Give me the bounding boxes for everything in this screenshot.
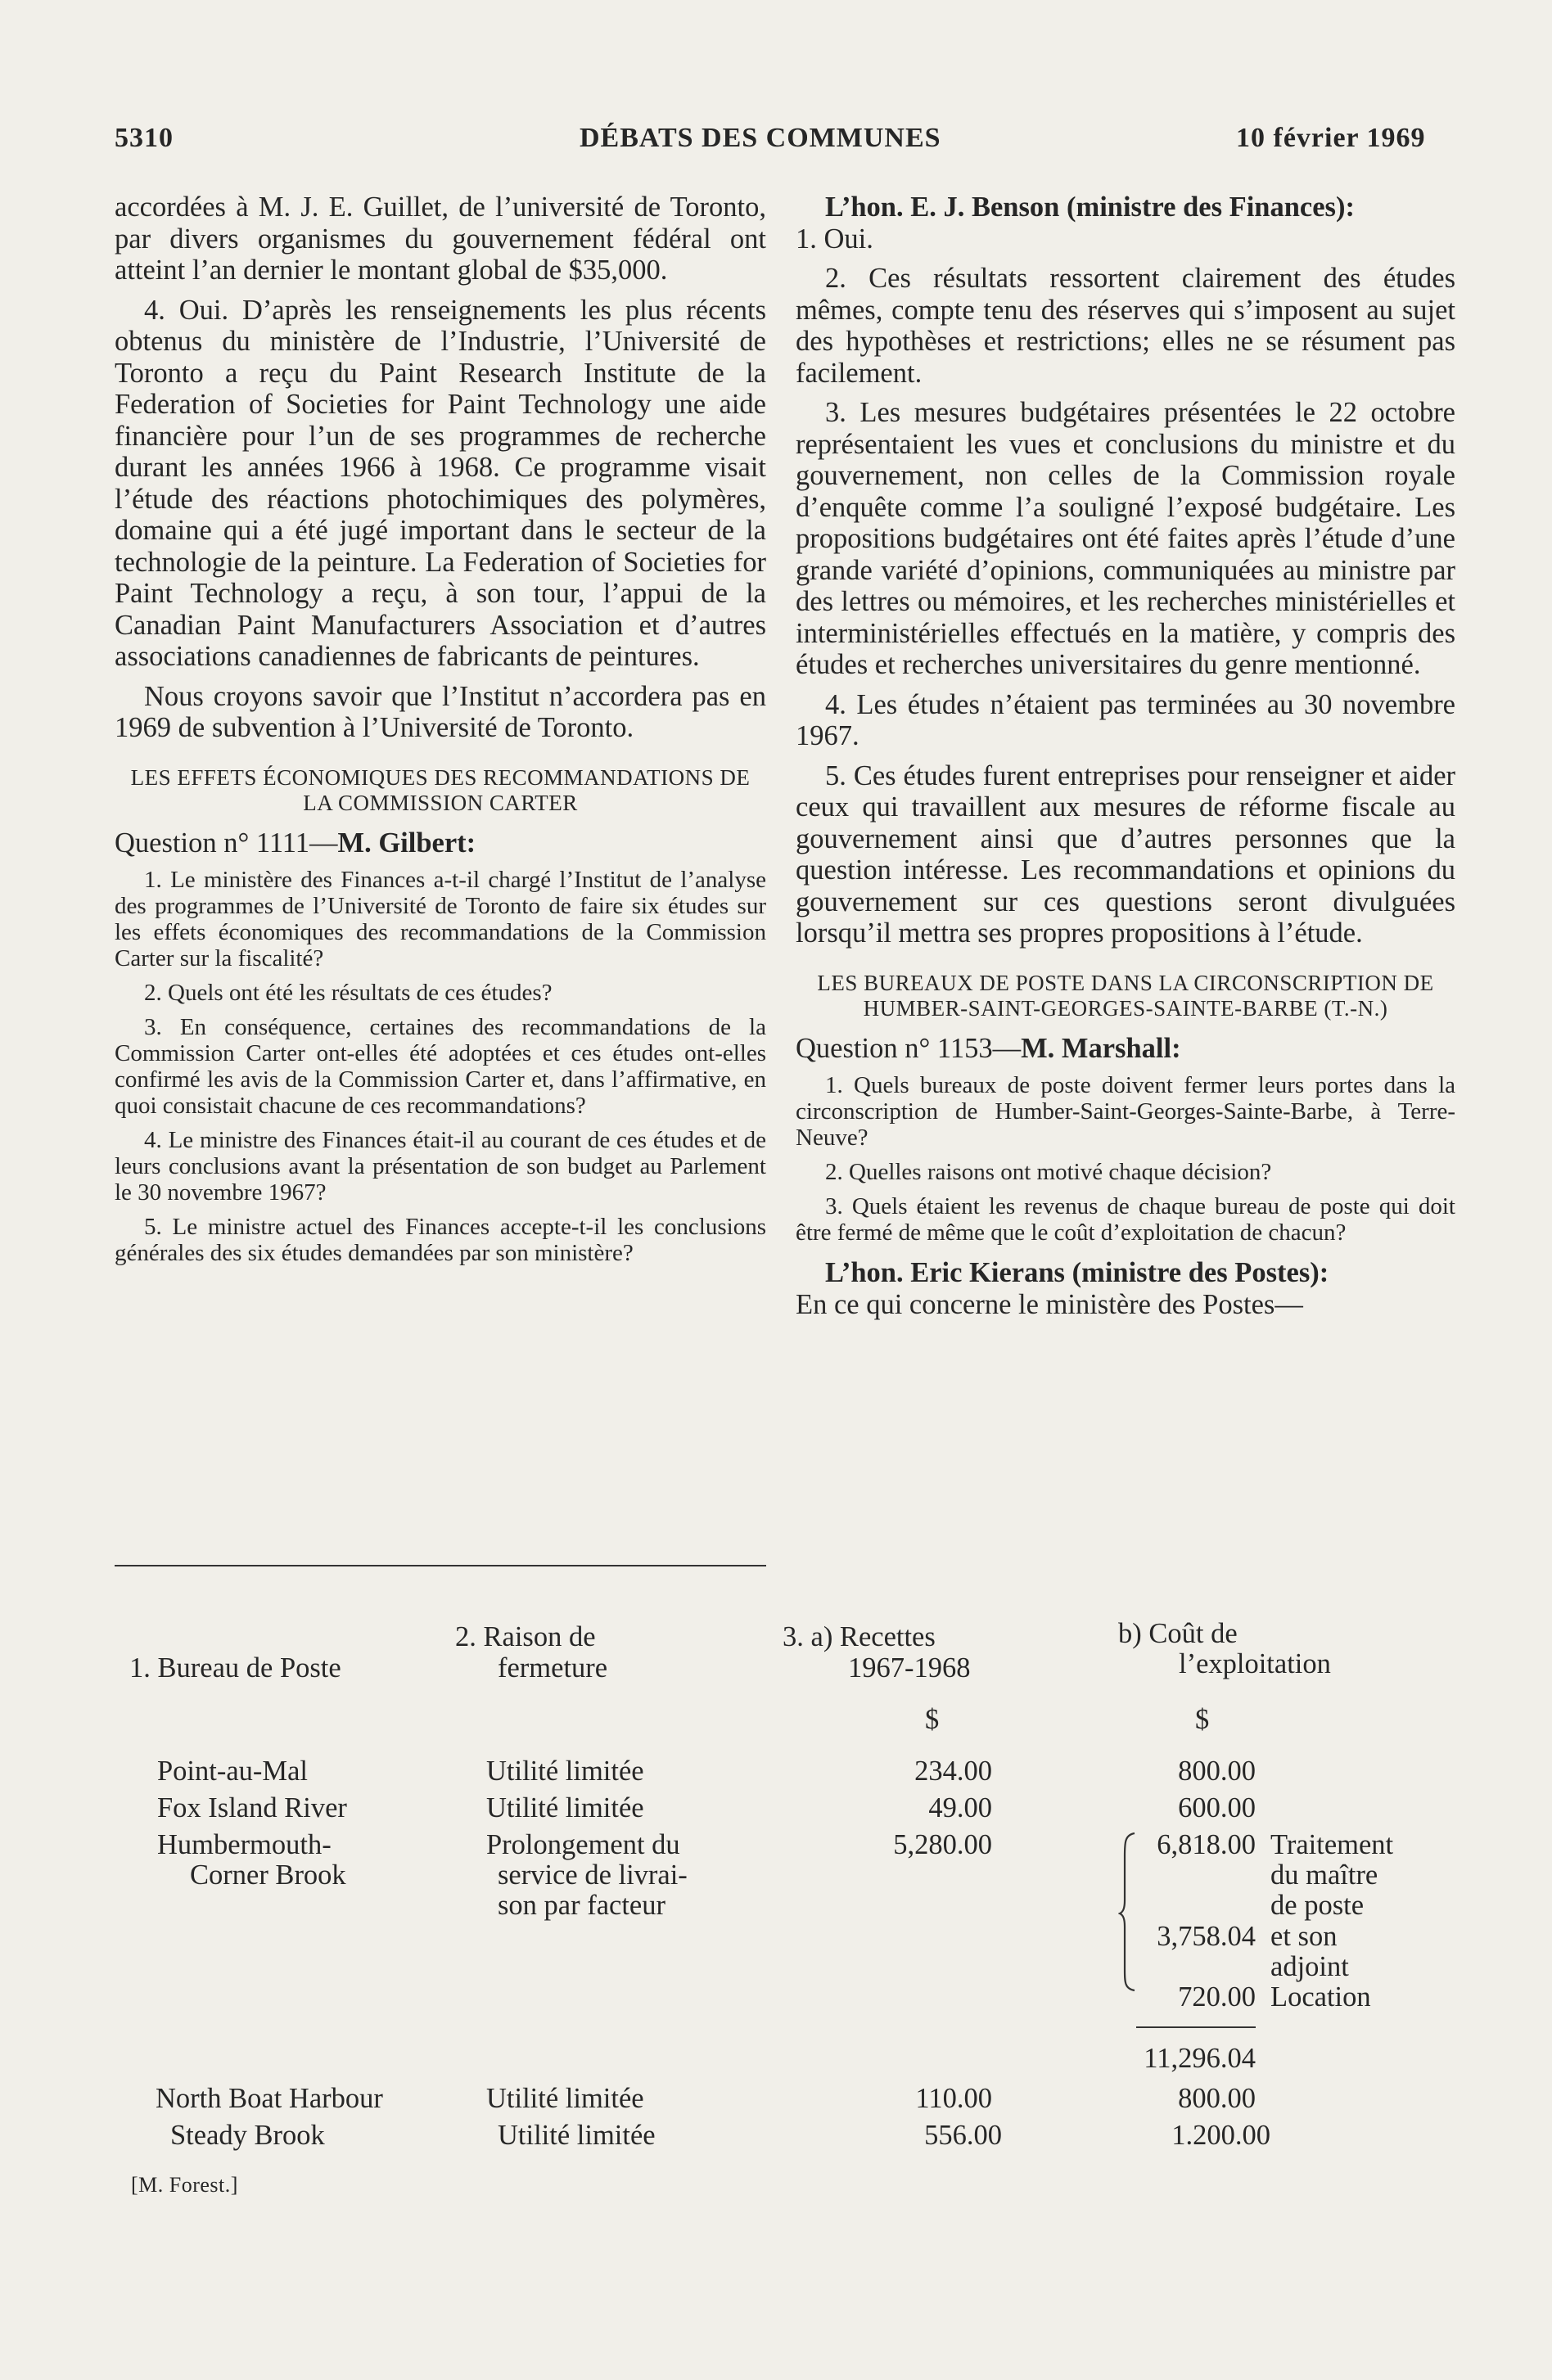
paragraph: 2. Ces résultats ressortent clairement des études mêmes, compte tenu des réserves qui s’imposent au sujet des hypothèses et restrictions; elles ne se résument pas facilement.: [796, 263, 1455, 389]
col-header-reason-2: fermeture: [498, 1652, 608, 1684]
currency-symbol: $: [925, 1704, 940, 1735]
col-header-revenue-2: 1967-1968: [848, 1652, 971, 1684]
closure-reason: Utilité limitée: [498, 2120, 656, 2151]
paragraph: 4. Les études n’étaient pas terminées au 30 novembre 1967.: [796, 688, 1455, 751]
cost-note: Location: [1270, 1981, 1371, 2013]
paragraph: 1. Oui.: [796, 223, 873, 255]
closure-reason: Utilité limitée: [486, 1756, 644, 1787]
col-header-office: 1. Bureau de Poste: [129, 1652, 341, 1684]
closure-reason: Utilité limitée: [486, 2083, 644, 2114]
col-header-reason-1: 2. Raison de: [455, 1621, 596, 1652]
col-header-revenue-1: 3. a) Recettes: [783, 1621, 936, 1652]
cost-note: adjoint: [1270, 1951, 1349, 1982]
col-header-cost-1: b) Coût de: [1118, 1618, 1238, 1649]
paragraph: 4. Oui. D’après les renseignements les plus récents obtenus du ministère de l’Industrie, l’Université de Toronto a reçu du Paint Research Institute de la Federation of Societies for Paint Technology une aide financière pour l’un de ses programmes de recherche durant les années 1966 à 1968. Ce programme visait l’étude des réactions photochimiques des polymères, domaine qui a été jugé important dans le secteur de la technologie de la peinture. La Federation of Societies for Paint Technology a reçu, à son tour, l’appui de la Canadian Paint Manufacturers Association et d’autres associations canadiennes de fabricants de peintures.: [115, 294, 766, 672]
cost-value: 3,758.04: [1157, 1921, 1256, 1952]
currency-symbol: $: [1195, 1704, 1210, 1735]
publication-title: DÉBATS DES COMMUNES: [580, 123, 941, 153]
office-name: Steady Brook: [170, 2120, 325, 2151]
office-name: Humbermouth-: [157, 1829, 332, 1860]
question-item: 1. Quels bureaux de poste doivent fermer leurs portes dans la circonscription de Humber-Saint-Georges-Sainte-Barbe, à Terre-Neuve?: [796, 1072, 1455, 1151]
paragraph: Nous croyons savoir que l’Institut n’accordera pas en 1969 de subvention à l’Université de Toronto.: [115, 680, 766, 743]
paragraph: 3. Les mesures budgétaires présentées le 22 octobre représentaient les vues et conclusions du ministre et du gouvernement, non celles de la Commission royale d’enquête comme l’a souligné l’exposé budgétaire. Les propositions budgétaires ont été faites après l’étude d’une grande variété d’opinions, communiquées au ministre par des lettres ou mémoires, et les recherches ministérielles et interministérielles effectués en la matière, y compris des études et recherches universitaires du genre mentionné.: [796, 397, 1455, 680]
closure-reason: Prolongement du: [486, 1829, 680, 1860]
cost-note: de poste: [1270, 1890, 1365, 1921]
speaker-line: L’hon. Eric Kierans (ministre des Postes):: [825, 1257, 1329, 1288]
question-item: 1. Le ministère des Finances a-t-il chargé l’Institut de l’analyse des programmes de l’Université de Toronto de faire six études sur les effets économiques des recommandations de la Commission Carter sur la fiscalité?: [115, 867, 766, 971]
question-heading: Question n° 1153—M. Marshall:: [796, 1032, 1181, 1064]
cost-note: et son: [1270, 1921, 1338, 1952]
revenue-value: 110.00: [915, 2083, 992, 2114]
paragraph: accordées à M. J. E. Guillet, de l’université de Toronto, par divers organismes du gouvernement fédéral ont atteint l’an dernier le montant global de $35,000.: [115, 192, 766, 286]
closure-reason: Utilité limitée: [486, 1792, 644, 1823]
revenue-value: 234.00: [914, 1756, 992, 1787]
question-item: 5. Le ministre actuel des Finances accepte-t-il les conclusions générales des six études demandées par son ministère?: [115, 1214, 766, 1266]
revenue-value: 49.00: [928, 1792, 992, 1823]
question-item: 3. En conséquence, certaines des recommandations de la Commission Carter ont-elles été adoptées et ces études ont-elles confirmé les avis de la Commission Carter et, dans l’affirmative, en quoi consistait chacune de ces recommandations?: [115, 1014, 766, 1119]
office-name: Point-au-Mal: [157, 1756, 308, 1787]
closure-reason-cont: service de livrai-: [498, 1859, 688, 1891]
cost-value: 800.00: [1178, 1756, 1256, 1787]
page-date: 10 février 1969: [1236, 123, 1426, 153]
question-item: 2. Quelles raisons ont motivé chaque décision?: [825, 1159, 1272, 1185]
question-item: 2. Quels ont été les résultats de ces études?: [144, 980, 553, 1006]
speaker-attribution: [M. Forest.]: [131, 2173, 238, 2197]
revenue-value: 5,280.00: [893, 1829, 992, 1860]
col-header-cost-2: l’exploitation: [1179, 1648, 1331, 1679]
office-name: North Boat Harbour: [156, 2083, 383, 2114]
question-heading: Question n° 1111—M. Gilbert:: [115, 827, 476, 859]
cost-value: 720.00: [1178, 1981, 1256, 2013]
closure-reason-cont: son par facteur: [498, 1890, 665, 1921]
cost-total: 11,296.04: [1144, 2043, 1256, 2074]
paragraph: 5. Ces études furent entreprises pour renseigner et aider ceux qui travaillent aux mesures de réforme fiscale au gouvernement ainsi que d’autres personnes que la question intéresse. Les recommandations et opinions du gouvernement sur ces questions seront divulguées lorsqu’il mettra ses propres propositions à l’étude.: [796, 760, 1455, 949]
question-item: 3. Quels étaient les revenus de chaque bureau de poste qui doit être fermé de même que le coût d’exploitation de chacun?: [796, 1193, 1455, 1246]
question-item: 4. Le ministre des Finances était-il au courant de ces études et de leurs conclusions avant la présentation de son budget au Parlement le 30 novembre 1967?: [115, 1127, 766, 1206]
revenue-value: 556.00: [924, 2120, 1002, 2151]
subtotal-rule: [1136, 2026, 1256, 2028]
cost-value: 600.00: [1178, 1792, 1256, 1823]
cost-note: du maître: [1270, 1859, 1378, 1891]
cost-value: 1.200.00: [1171, 2120, 1270, 2151]
office-name-cont: Corner Brook: [190, 1859, 346, 1891]
office-name: Fox Island River: [157, 1792, 347, 1823]
cost-note: Traitement: [1270, 1829, 1394, 1860]
brace-icon: [1118, 1832, 1138, 1992]
page-number: 5310: [115, 123, 174, 153]
section-heading: LES EFFETS ÉCONOMIQUES DES RECOMMANDATIONS DE LA COMMISSION CARTER: [130, 764, 751, 815]
paragraph: En ce qui concerne le ministère des Postes—: [796, 1288, 1303, 1320]
cost-value: 6,818.00: [1157, 1829, 1256, 1860]
speaker-line: L’hon. E. J. Benson (ministre des Finances):: [825, 192, 1355, 223]
section-heading: LES BUREAUX DE POSTE DANS LA CIRCONSCRIPTION DE HUMBER-SAINT-GEORGES-SAINTE-BARBE (T.-N.): [817, 970, 1434, 1021]
cost-value: 800.00: [1178, 2083, 1256, 2114]
